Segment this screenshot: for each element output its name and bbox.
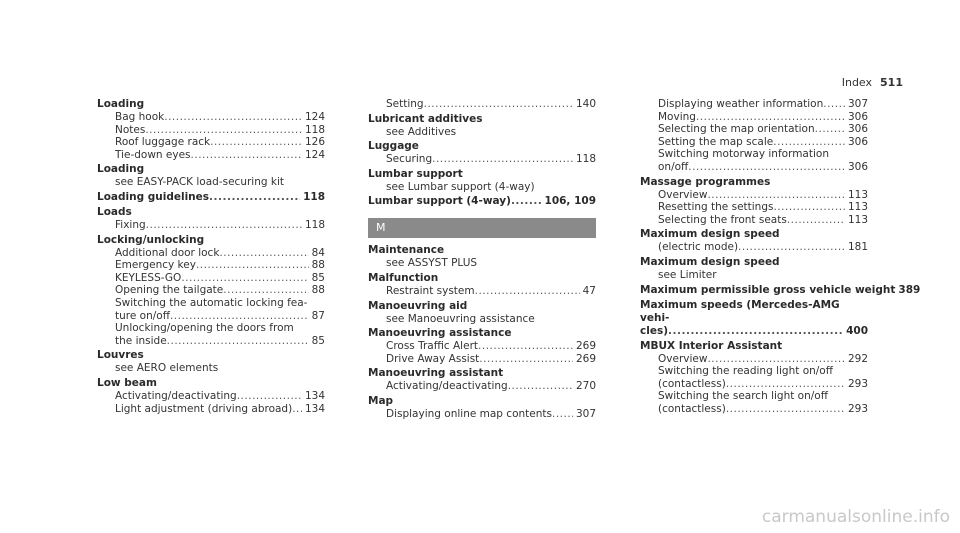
index-entry: [368, 113, 596, 139]
page-ref: 181: [847, 241, 868, 254]
index-entry: [640, 228, 868, 254]
index-entry: [368, 272, 596, 298]
index-entry: [368, 395, 596, 421]
entry-heading: MBUX Interior Assistant: [640, 339, 783, 352]
sub-entry-text: KEYLESS-GO: [115, 271, 182, 284]
leader-dots: [738, 241, 845, 254]
leader-dots: [219, 247, 308, 260]
leader-dots: [191, 149, 302, 162]
sub-entry-text: Cross Traffic Alert: [386, 340, 478, 353]
page-ref: 124: [304, 111, 325, 123]
sub-entry-text: Activating/deactivating: [386, 380, 508, 393]
index-entry: [640, 340, 868, 416]
sub-entry-text: Displaying weather information: [658, 98, 824, 110]
sub-entry-text: Drive Away Assist: [386, 352, 480, 365]
index-label: Index: [841, 76, 873, 89]
sub-entry-see: see Limiter: [658, 268, 717, 281]
index-entry: [640, 299, 868, 338]
sub-entry: [640, 161, 868, 174]
page-ref: 292: [847, 352, 868, 365]
index-entry: [368, 168, 596, 194]
sub-entry: [97, 219, 325, 232]
sub-entry-text: Switching the reading light on/off: [658, 365, 833, 378]
leader-dots: [292, 403, 302, 416]
page-ref: 400: [846, 324, 868, 337]
leader-dots: [508, 380, 573, 393]
sub-entry: [368, 153, 596, 166]
leader-dots: [479, 353, 573, 366]
sub-entry-text: ture on/off: [115, 309, 170, 322]
page-ref: 306: [847, 110, 868, 123]
sub-entry: [640, 241, 868, 254]
sub-entry-text: the inside: [115, 334, 167, 347]
page-header: [842, 76, 903, 89]
index-entry: [640, 98, 868, 174]
sub-entry-text: Light adjustment (driving abroad): [115, 402, 293, 415]
index-entry: [368, 367, 596, 393]
sub-entry: [640, 98, 868, 111]
sub-entry-see: see AERO elements: [115, 362, 219, 375]
sub-entry-text: Bag hook: [115, 111, 165, 123]
page-ref: 140: [575, 98, 596, 110]
index-entry: [368, 140, 596, 166]
index-column-1: [97, 98, 325, 417]
leader-dots: [773, 136, 845, 149]
sub-entry-text: Displaying online map contents: [386, 407, 552, 420]
sub-entry-text: Setting: [386, 98, 424, 110]
page-ref: 113: [847, 213, 868, 226]
leader-dots: [196, 259, 309, 272]
page-ref: 88: [311, 284, 325, 297]
entry-heading: Manoeuvring assistance: [368, 327, 512, 340]
sub-entry-text: (contactless): [658, 377, 726, 390]
sub-entry-text: Selecting the map orientation: [658, 123, 815, 136]
sub-entry: [368, 98, 596, 111]
sub-entry-text: Additional door lock: [115, 246, 220, 259]
sub-entry-text: Unlocking/opening the doors from: [115, 322, 294, 335]
sub-entry-text: Roof luggage rack: [115, 136, 211, 149]
sub-entry-text: Restraint system: [386, 284, 475, 297]
leader-dots: [668, 325, 843, 338]
page-ref: 85: [311, 334, 325, 347]
sub-entry: [368, 408, 596, 421]
page-ref: 88: [311, 259, 325, 272]
leader-dots: [210, 136, 302, 149]
leader-dots: [146, 219, 302, 232]
index-entry: [97, 191, 325, 204]
page-ref: 269: [575, 352, 596, 365]
page-ref: 118: [304, 218, 325, 231]
leader-dots: [478, 340, 573, 353]
watermark: carmanualsonline.info: [761, 507, 950, 527]
sub-entry: [97, 310, 325, 323]
sub-entry-text: Emergency key: [115, 259, 196, 272]
index-entry: [368, 300, 596, 326]
page-ref: 118: [575, 153, 596, 166]
entry-heading: Manoeuvring assistant: [368, 367, 504, 380]
sub-entry-text: Resetting the settings: [658, 201, 774, 214]
leader-dots: [707, 353, 845, 366]
sub-entry: [640, 353, 868, 366]
leader-dots: [424, 98, 573, 111]
page-ref: 307: [575, 407, 596, 420]
heading-text: Lumbar support (4-way): [368, 195, 511, 208]
entry-heading: Maximum design speed: [640, 255, 780, 268]
leader-dots: [696, 111, 845, 124]
sub-entry-see: see ASSYST PLUS: [386, 257, 478, 270]
sub-entry-text: Switching motorway information: [658, 148, 829, 161]
page-ref: 307: [847, 98, 868, 110]
page-ref: 270: [575, 380, 596, 393]
leader-dots: [787, 214, 845, 227]
index-entry: [368, 327, 596, 365]
index-entry: [640, 256, 868, 282]
entry-heading: Loading: [97, 163, 145, 176]
index-entry: [97, 234, 325, 348]
page-ref: 47: [582, 284, 596, 297]
leader-dots: [167, 335, 309, 348]
index-entry: [640, 176, 868, 227]
sub-entry: [97, 111, 325, 124]
page-ref: 389: [898, 283, 921, 296]
page-ref: 293: [847, 377, 868, 390]
sub-entry-see: see EASY-PACK load-securing kit: [115, 176, 284, 189]
sub-entry: [97, 124, 325, 137]
index-entry: [368, 98, 596, 111]
sub-entry: [368, 340, 596, 353]
sub-entry: [97, 259, 325, 272]
sub-entry-text: Overview: [658, 352, 708, 365]
entry-heading: Maximum speeds (Mercedes-AMG vehi-: [640, 298, 840, 324]
sub-entry: [97, 390, 325, 403]
sub-entry-text: Securing: [386, 153, 433, 166]
sub-entry: [640, 214, 868, 227]
entry-heading: [640, 283, 921, 297]
page-ref: 106, 109: [544, 195, 596, 208]
sub-entry-text: Overview: [658, 188, 708, 201]
leader-dots: [181, 272, 308, 285]
page-ref: 118: [303, 190, 325, 203]
page-ref: 113: [847, 188, 868, 201]
sub-entry-text: Moving: [658, 110, 696, 123]
sub-entry: [97, 272, 325, 285]
sub-entry: [97, 403, 325, 416]
sub-entry: [97, 136, 325, 149]
sub-entry-text: Notes: [115, 123, 146, 136]
entry-heading: Loads: [97, 205, 132, 218]
entry-heading: Locking/unlocking: [97, 233, 205, 246]
sub-entry: [97, 284, 325, 297]
entry-heading-continued: [640, 325, 868, 338]
sub-entry-text: Switching the automatic locking fea-: [115, 296, 308, 309]
sub-entry: [368, 380, 596, 393]
page-ref: 306: [847, 123, 868, 136]
leader-dots: [823, 98, 845, 111]
page-ref: 85: [311, 271, 325, 284]
page-ref: 269: [575, 340, 596, 353]
sub-entry: [640, 403, 868, 416]
leader-dots: [223, 284, 308, 297]
leader-dots: [164, 111, 302, 124]
sub-entry: [97, 335, 325, 348]
sub-entry-text: Opening the tailgate: [115, 284, 224, 297]
entry-heading: Manoeuvring aid: [368, 299, 468, 312]
sub-entry: [640, 201, 868, 214]
leader-dots: [726, 403, 845, 416]
entry-heading: Massage programmes: [640, 175, 771, 188]
sub-entry: [640, 189, 868, 202]
index-entry: [368, 244, 596, 270]
leader-dots: [511, 195, 542, 208]
sub-entry: [640, 123, 868, 136]
sub-entry: [368, 285, 596, 298]
index-entry: [97, 206, 325, 232]
sub-entry-see: see Lumbar support (4-way): [386, 180, 535, 193]
leader-dots: [237, 390, 302, 403]
sub-entry: [97, 247, 325, 260]
index-entry: [97, 377, 325, 415]
leader-dots: [475, 285, 580, 298]
entry-heading: Maintenance: [368, 244, 445, 257]
sub-entry-text: Switching the search light on/off: [658, 390, 828, 403]
sub-entry-text: Fixing: [115, 218, 146, 231]
page-ref: 134: [304, 402, 325, 415]
index-entry: [368, 195, 596, 208]
index-column-3: [640, 98, 921, 418]
leader-dots: [815, 123, 845, 136]
letter-section-band: M: [368, 218, 596, 238]
sub-entry-text: Setting the map scale: [658, 135, 774, 148]
leader-dots: [726, 378, 845, 391]
sub-entry-text: (contactless): [658, 402, 726, 415]
index-entry: [97, 349, 325, 375]
page-ref: 126: [304, 136, 325, 149]
entry-heading: Map: [368, 394, 394, 407]
entry-heading: Luggage: [368, 140, 419, 153]
leader-dots: [552, 408, 573, 421]
heading-text: Loading guidelines: [97, 190, 210, 203]
entry-heading: Maximum design speed: [640, 228, 780, 241]
page-ref: 118: [304, 123, 325, 136]
index-column-2: [368, 98, 596, 423]
page-number: 511: [880, 76, 903, 89]
sub-entry-text: (electric mode): [658, 241, 739, 254]
page-ref: 87: [311, 309, 325, 322]
sub-entry-text: Selecting the front seats: [658, 213, 787, 226]
index-entry: [97, 163, 325, 189]
entry-heading: Lumbar support: [368, 167, 463, 180]
sub-entry: [97, 149, 325, 162]
sub-entry: [640, 378, 868, 391]
entry-heading: Low beam: [97, 376, 157, 389]
sub-entry: [368, 353, 596, 366]
sub-entry-text: Tie-down eyes: [115, 148, 191, 161]
index-entry: [640, 283, 921, 297]
sub-entry: [640, 111, 868, 124]
index-entry: [97, 98, 325, 161]
page-ref: 293: [847, 402, 868, 415]
entry-heading: Malfunction: [368, 271, 439, 284]
leader-dots: [145, 124, 302, 137]
leader-dots: [688, 161, 845, 174]
heading-text: cles): [640, 324, 668, 337]
sub-entry-see: see Additives: [386, 125, 457, 138]
page-ref: 124: [304, 148, 325, 161]
sub-entry: [640, 136, 868, 149]
sub-entry-see: see Manoeuvring assistance: [386, 312, 535, 325]
page-ref: 113: [847, 201, 868, 214]
leader-dots: [432, 153, 573, 166]
page-ref: 84: [311, 246, 325, 259]
sub-entry-text: Activating/deactivating: [115, 389, 237, 402]
entry-heading: [97, 191, 325, 204]
entry-heading: Loading: [97, 98, 145, 110]
entry-heading: Lubricant additives: [368, 112, 483, 125]
entry-heading: [368, 195, 596, 208]
leader-dots: [707, 189, 845, 202]
sub-entry-text: on/off: [658, 160, 689, 173]
leader-dots: [170, 310, 309, 323]
heading-text: Maximum permissible gross vehicle weight: [640, 283, 896, 296]
leader-dots: [209, 191, 300, 204]
page-ref: 306: [847, 160, 868, 173]
page-ref: 306: [847, 135, 868, 148]
entry-heading: Louvres: [97, 349, 144, 362]
page-ref: 134: [304, 389, 325, 402]
leader-dots: [773, 201, 844, 214]
